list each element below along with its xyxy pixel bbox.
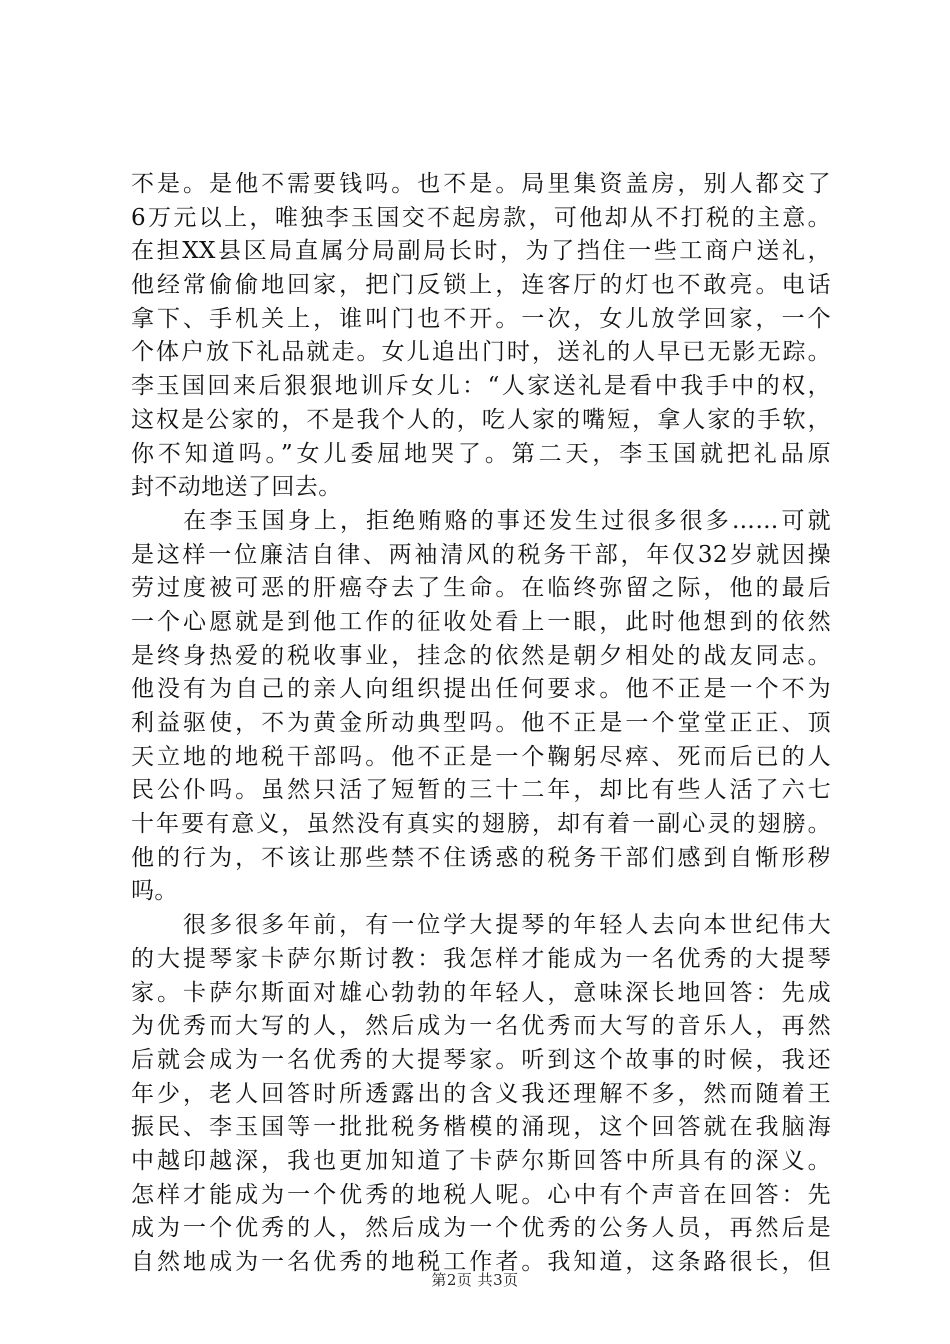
text-line: 是这样一位廉洁自律、两袖清风的税务干部，年仅32岁就因操 [131, 541, 831, 568]
text-line: 拿下、手机关上，谁叫门也不开。一次，女儿放学回家，一个 [131, 305, 831, 332]
text-line: 劳过度被可恶的肝癌夺去了生命。在临终弥留之际，他的最后 [131, 575, 831, 602]
text-line: 利益驱使，不为黄金所动典型吗。他不正是一个堂堂正正、顶 [131, 710, 831, 736]
text-line: 年少，老人回答时所透露出的含义我还理解不多，然而随着王 [131, 1080, 831, 1107]
text-line: 你不知道吗。”女儿委屈地哭了。第二天，李玉国就把礼品原 [131, 440, 831, 467]
text-line: 家。卡萨尔斯面对雄心勃勃的年轻人，意味深长地回答：先成 [131, 979, 831, 1006]
text-line: 很多很多年前，有一位学大提琴的年轻人去向本世纪伟大 [131, 912, 831, 939]
text-line: 6万元以上，唯独李玉国交不起房款，可他却从不打税的主意。 [131, 204, 831, 231]
text-line: 天立地的地税干部吗。他不正是一个鞠躬尽瘁、死而后已的人 [131, 743, 831, 770]
text-line: 个体户放下礼品就走。女儿追出门时，送礼的人早已无影无踪。 [131, 339, 831, 366]
page-number: 第2页 共3页 [431, 1271, 519, 1289]
text-line: 这权是公家的，不是我个人的，吃人家的嘴短，拿人家的手软， [131, 406, 831, 433]
text-line: 不是。是他不需要钱吗。也不是。局里集资盖房，别人都交了 [131, 171, 831, 197]
text-line: 振民、李玉国等一批批税务楷模的涌现，这个回答就在我脑海 [131, 1114, 831, 1141]
text-line: 在李玉国身上，拒绝贿赂的事还发生过很多很多……可就 [131, 507, 831, 534]
text-line: 李玉国回来后狠狠地训斥女儿：“人家送礼是看中我手中的权， [131, 373, 831, 400]
text-line: 他的行为，不该让那些禁不住诱惑的税务干部们感到自惭形秽 [131, 844, 831, 871]
text-line: 封不动地送了回去。 [131, 474, 342, 501]
body-text [131, 168, 831, 1280]
text-line: 是终身热爱的税收事业，挂念的依然是朝夕相处的战友同志。 [131, 642, 831, 669]
text-line: 自然地成为一名优秀的地税工作者。我知道，这条路很长，但 [131, 1249, 831, 1275]
text-line: 后就会成为一名优秀的大提琴家。听到这个故事的时候，我还 [131, 1046, 831, 1073]
text-line: 中越印越深，我也更加知道了卡萨尔斯回答中所具有的深义。 [131, 1147, 831, 1174]
text-line: 民公仆吗。虽然只活了短暂的三十二年，却比有些人活了六七 [131, 777, 831, 804]
text-line: 怎样才能成为一个优秀的地税人呢。心中有个声音在回答：先 [131, 1181, 831, 1208]
text-line: 他没有为自己的亲人向组织提出任何要求。他不正是一个不为 [131, 676, 831, 703]
text-line: 他经常偷偷地回家，把门反锁上，连客厅的灯也不敢亮。电话 [131, 272, 831, 299]
text-line: 在担XX县区局直属分局副局长时，为了挡住一些工商户送礼， [131, 238, 831, 265]
text-line: 吗。 [131, 878, 178, 905]
text-line: 的大提琴家卡萨尔斯讨教：我怎样才能成为一名优秀的大提琴 [131, 945, 831, 972]
text-line: 十年要有意义，虽然没有真实的翅膀，却有着一副心灵的翅膀。 [131, 811, 831, 838]
text-line: 成为一个优秀的人，然后成为一个优秀的公务人员，再然后是 [131, 1215, 831, 1242]
text-line: 为优秀而大写的人，然后成为一名优秀而大写的音乐人，再然 [131, 1013, 831, 1040]
text-line: 一个心愿就是到他工作的征收处看上一眼，此时他想到的依然 [131, 608, 831, 635]
